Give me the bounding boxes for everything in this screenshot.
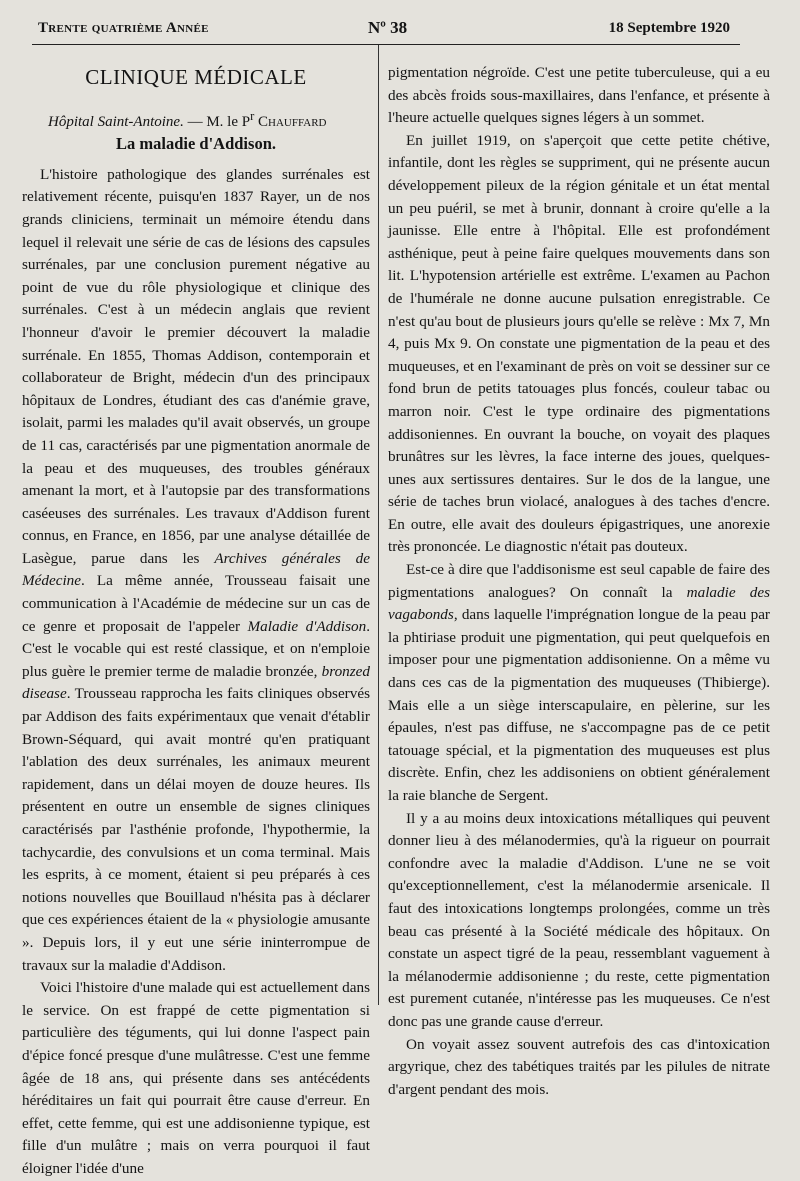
byline: [22, 105, 370, 134]
section-title: CLINIQUE MÉDICALE: [85, 65, 307, 89]
volume-year: Trente quatrième Année: [38, 20, 209, 36]
byline-title-sup: r: [250, 108, 255, 123]
disease-name: maladie des vagabonds: [388, 583, 770, 624]
column-rule: [378, 45, 379, 1005]
hospital-name: Hôpital Saint-Antoine.: [48, 113, 184, 130]
journal-title: Archives générales de Médecine: [22, 549, 370, 590]
paragraph: Il y a au moins deux intoxications métalliques qui peuvent donner lieu à des mélanodermies, qu'à la rigueur on pourrait confondre avec la maladie d'Addison. L'une ne se voit qu'exceptionnellement, c'est la mélanodermie arsenicale. Il faut des intoxications longtemps prolongées, comme un très beau cas présenté à la Société médicale des hôpitaux. On constate un aspect tigré de la peau, ressemblant vaguement à la mélanodermie addisonienne ; du reste, cette pigmentation est purement cutanée, n'intéresse pas les muqueuses. Ce n'est donc pas une grande cause d'erreur.: [388, 809, 770, 1030]
issue-date: 18 Septembre 1920: [608, 20, 730, 36]
right-column: [388, 62, 770, 1101]
left-column: [22, 60, 370, 1181]
author-name: Chauffard: [254, 113, 327, 130]
header-rule: [32, 44, 740, 45]
paragraph: En juillet 1919, on s'aperçoit que cette petite chétive, infantile, dont les règles se suppriment, qui ne présente aucun développement pileux de la région génitale et un état mental un peu puéril, se met à brunir, donnant à croire qu'elle a la jaunisse. Elle entre à l'hôpital. Elle est profondément asthénique, peut à peine faire quelques mouvements dans son lit. L'hypotension artérielle est extrême. L'examen au Pachon de l'humérale ne donne aucune pulsation enregistrable. Ce n'est qu'au bout de plusieurs jours qu'elle se relève : Mx 7, Mn 4, puis Mx 9. On constate une pigmentation de la peau et des muqueuses, et en l'examinant de près on voit se dessiner sur ce fond brun de petits tatouages plus foncés, couleur tabac ou marron noir. C'est le type ordinaire des pigmentations addisoniennes. En ouvrant la bouche, on voyait des plaques brunâtres sur les lèvres, la face interne des joues, quelques-unes aux sertissures dentaires. Sur le dos de la langue, une série de taches brun violacé, analogues à des taches d'encre. En outre, elle avait des douleurs épigastriques, une anorexie très prononcée. Le diagnostic n'était pas douteux.: [388, 131, 770, 556]
byline-separator: — M. le P: [183, 113, 251, 130]
disease-name: Maladie d'Addison: [247, 617, 367, 635]
running-header: [38, 18, 730, 40]
paragraph: L'histoire pathologique des glandes surrénales est relativement récente, puisqu'en 1837 Rayer, un de nos grands cliniciens, terminait un mémoire étendu dans lequel il relevait une série de cas de lésions des capsules surrénales, par une conclusion purement négative au point de vue du rôle physiologique et clinique des surrénales. C'est à un médecin anglais que revient l'honneur d'avoir le premier découvert la maladie surrénale. En 1855, Thomas Addison, contemporain et collaborateur de Bright, médecin d'un des principaux hôpitaux de Londres, étudiant des cas d'anémie grave, isolait, parmi les malades qu'il avait observés, un groupe de 11 cas, caractérisés par une pigmentation anormale de la peau et des muqueuses, des troubles généraux amenant la mort, et à l'autopsie par des transformations caséeuses des surrénales. Les travaux d'Addison furent connus, en France, en 1856, par une analyse détaillée de Lasègue, parue dans les Archives générales de Médecine. La même année, Trousseau faisait une communication à l'Académie de médecine sur un cas de ce genre et proposait de l'appeler Maladie d'Addison. C'est le vocable qui est resté classique, et on n'emploie plus guère le premier terme de maladie bronzée, bronzed disease. Trousseau rapprocha les faits cliniques observés par Addison des faits expérimentaux que venait d'établir Brown-Séquard, qui avait montré qu'en pratiquant l'ablation des deux surrénales, les animaux meurent rapidement, dans un délai moyen de douze heures. Ils présentent en outre un ensemble de signes cliniques caractérisés par l'asthénie profonde, l'hypothermie, la tachycardie, des convulsions et un coma terminal. Mais les esprits, à ce moment, étaient si peu préparés à ces notions nouvelles que Bouillaud n'hésita pas à déclarer que ces expériences étaient de la « physiologie amusante ». Depuis lors, il y eut une série ininterrompue de travaux sur la maladie d'Addison.: [22, 165, 370, 974]
article-title: La maladie d'Addison.: [115, 134, 276, 154]
issue-number: Nº 38: [368, 18, 408, 37]
english-term: bronzed disease: [22, 662, 370, 703]
paragraph: Voici l'histoire d'une malade qui est actuellement dans le service. On est frappé de cette pigmentation si particulière des téguments, qui lui donne l'aspect pain d'épice foncé presque d'une mulâtresse. C'est une femme âgée de 18 ans, qui présente dans ses antécédents héréditaires un fait qui pourrait être cause d'erreur. En effet, cette femme, qui est une addisonienne typique, est fille d'un mulâtre ; mais on verra pourquoi il faut éloigner l'idée d'une: [22, 979, 370, 1177]
paragraph: On voyait assez souvent autrefois des cas d'intoxication argyrique, chez des tabétiques traités par les pilules de nitrate d'argent pendant des mois.: [388, 1035, 770, 1098]
paragraph: pigmentation négroïde. C'est une petite tuberculeuse, qui a eu des abcès froids sous-maxillaires, dans l'enfance, et présente à l'heure actuelle quelques signes légers à un sommet.: [388, 64, 770, 127]
paragraph: Est-ce à dire que l'addisonisme est seul capable de faire des pigmentations analogues? On connaît la maladie des vagabonds, dans laquelle l'imprégnation longue de la peau par la phtiriase produit une pigmentation, qui peut quelquefois en imposer pour une pigmentation addisonienne. On a même vu dans ces cas de la pigmentation des muqueuses (Thibierge). Mais elle a un siège interscapulaire, en pèlerine, sur les épaules, n'est pas diffuse, ne s'accompagne pas de ce petit tatouage spécial, et la pigmentation des muqueuses est plus discrète. Enfin, chez les addisoniens on obtient généralement la raie blanche de Sergent.: [388, 561, 770, 804]
